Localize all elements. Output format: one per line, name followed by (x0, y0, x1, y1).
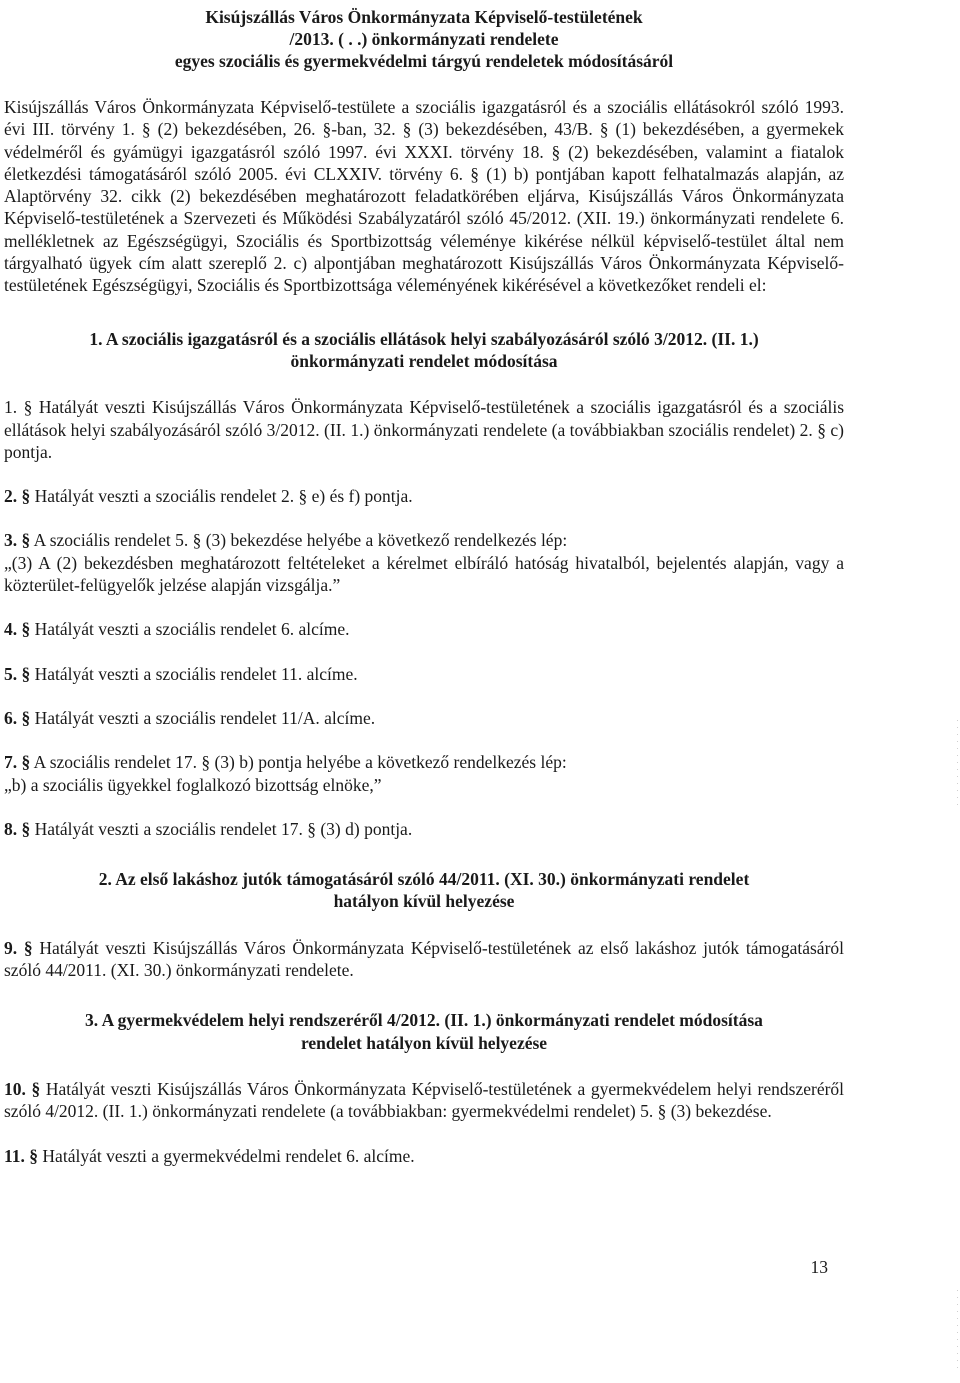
paragraph-text: Hatályát veszti a szociális rendelet 11. alcíme. (34, 663, 358, 684)
paragraph-text: Hatályát veszti Kisújszállás Város Önkormányzata Képviselő-testületének az első lakáshoz jutók támogatásáról szóló 44/2011. (XI. 30.) önkormányzati rendelete. (4, 937, 845, 981)
paragraph-text: Hatályát veszti Kisújszállás Város Önkormányzata Képviselő-testületének a gyermekvédelem helyi rendszeréről szóló 4/2012. (II. 1.) önkormányzati rendelete (a továbbiakban: gyermekvédelmi rendelet) 5. § (3) bekezdése. (4, 1078, 845, 1122)
document-page (4, 6, 844, 1167)
paragraph-text: Hatályát veszti a szociális rendelet 2. § e) és f) pontja. (34, 486, 413, 507)
paragraph-number: 1. § (4, 397, 33, 418)
paragraph-number: 9. § (4, 937, 33, 958)
paragraph-3 (4, 529, 844, 551)
paragraph-5 (4, 663, 844, 685)
section-3-heading (4, 1009, 844, 1054)
paragraph-6 (4, 707, 844, 729)
paragraph-number: 8. § (4, 818, 31, 839)
page-number: 13 (810, 1257, 828, 1277)
document-header (4, 6, 844, 72)
paragraph-9 (4, 937, 844, 982)
paragraph-7 (4, 751, 844, 773)
section-3-heading-line-1: 3. A gyermekvédelem helyi rendszeréről 4/2012. (II. 1.) önkormányzati rendelet módosítása (85, 1010, 763, 1031)
preamble: Kisújszállás Város Önkormányzata Képviselő-testülete a szociális igazgatásról és a szociális ellátásokról szóló 1993. évi III. törvény 1. § (2) bekezdésében, 26. §-ban, 32. § (3) bekezdésében, 43/B. § (1) bekezdésében, a gyermekek védelméről és gyámügyi igazgatásról szóló 1997. évi XXXI. törvény 18. § (2) bekezdésében, valamint a fiatalok életkezdési támogatásáról szóló 2005. évi CLXXIV. törvény 6. § (1) b) pontjában kapott felhatalmazás alapján, az Alaptörvény 32. cikk (2) bekezdésében meghatározott feladatkörében eljárva, Kisújszállás Város Önkormányzata Képviselő-testületének a Szervezeti és Működési Szabályzatáról szóló 45/2012. (XII. 19.) önkormányzati rendelete 6. mellékletnek az Egészségügyi, Szociális és Sportbizottság véleménye kikérése nélkül képviselő-testület által nem tárgyalható ügyek cím alatt szereplő 2. c) alpontjában meghatározott Kisújszállás Város Önkormányzata Képviselő-testületének Egészségügyi, Szociális és Sportbizottsága véleményének kikérésével a következőket rendeli el: (4, 97, 844, 296)
header-line-1: Kisújszállás Város Önkormányzata Képviselő-testületének (205, 7, 643, 27)
scan-edge-marks (957, 720, 958, 810)
paragraph-number: 7. § (4, 752, 31, 773)
header-line-3: egyes szociális és gyermekvédelmi tárgyú rendeletek módosításáról (174, 51, 674, 71)
paragraph-4 (4, 618, 844, 640)
paragraph-3-quote: „(3) A (2) bekezdésben meghatározott feltételeket a kérelmet elbíráló hatóság hivatalból, bejelentés alapján, vagy a közterület-felügyelők jelzése alapján vizsgálja.” (4, 552, 844, 596)
paragraph-text: Hatályát veszti a szociális rendelet 11/A. alcíme. (34, 707, 376, 728)
paragraph-number: 10. § (4, 1078, 41, 1099)
paragraph-8 (4, 818, 844, 840)
paragraph-text: Hatályát veszti a szociális rendelet 17. § (3) d) pontja. (34, 818, 413, 839)
section-1-heading-line-1: 1. A szociális igazgatásról és a szociális ellátások helyi szabályozásáról szóló 3/2012. (II. 1.) (89, 328, 759, 349)
paragraph-text: A szociális rendelet 17. § (3) b) pontja helyébe a következő rendelkezés lép: (33, 752, 567, 773)
paragraph-number: 11. § (4, 1145, 39, 1166)
paragraph-number: 4. § (4, 619, 31, 640)
paragraph-11 (4, 1145, 844, 1167)
paragraph-text: A szociális rendelet 5. § (3) bekezdése helyébe a következő rendelkezés lép: (33, 530, 568, 551)
paragraph-text: Hatályát veszti a szociális rendelet 6. alcíme. (34, 619, 350, 640)
section-2-heading-line-2: hatályon kívül helyezése (333, 891, 515, 912)
paragraph-text: Hatályát veszti Kisújszállás Város Önkormányzata Képviselő-testületének a szociális igazgatásról és a szociális ellátások helyi szabályozásáról szóló 3/2012. (II. 1.) önkormányzati rendelete (a továbbiakban szociális rendelet) 2. § c) pontja. (4, 397, 845, 462)
paragraph-10 (4, 1078, 844, 1123)
section-2-heading (4, 868, 844, 913)
paragraph-number: 3. § (4, 530, 31, 551)
scan-edge-marks (957, 1290, 958, 1370)
paragraph-number: 5. § (4, 663, 31, 684)
paragraph-number: 2. § (4, 486, 31, 507)
section-1-heading (4, 328, 844, 373)
header-line-2: /2013. ( . .) önkormányzati rendelete (289, 29, 559, 49)
paragraph-1 (4, 396, 844, 463)
paragraph-7-quote: „b) a szociális ügyekkel foglalkozó bizottság elnöke,” (4, 774, 382, 795)
section-2-heading-line-1: 2. Az első lakáshoz jutók támogatásáról szóló 44/2011. (XI. 30.) önkormányzati rendelet (98, 869, 750, 890)
paragraph-number: 6. § (4, 707, 31, 728)
section-3-heading-line-2: rendelet hatályon kívül helyezése (300, 1032, 548, 1053)
paragraph-2 (4, 485, 844, 507)
section-1-heading-line-2: önkormányzati rendelet módosítása (290, 350, 558, 371)
paragraph-text: Hatályát veszti a gyermekvédelmi rendelet 6. alcíme. (42, 1145, 415, 1166)
